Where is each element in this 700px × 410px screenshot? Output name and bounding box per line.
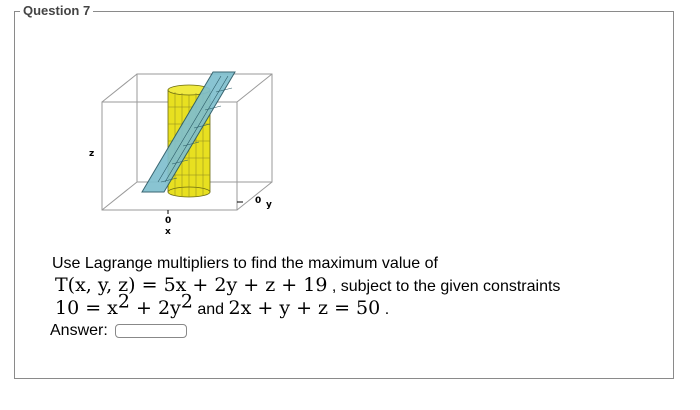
answer-label: Answer: <box>50 322 108 339</box>
question-line-3 <box>55 290 390 319</box>
objective-function: T(x, y, z) = 5x + 2y + z + 19 <box>55 274 328 296</box>
surface-plot <box>80 62 290 242</box>
constraint-1-part-a: 10 = x <box>55 297 118 319</box>
constraint-intro: , subject to the given constraints <box>327 278 561 295</box>
x-axis-label: x <box>165 227 171 237</box>
constraint-1-exp-2: 2 <box>180 290 193 313</box>
constraint-1-exp-1: 2 <box>117 290 130 313</box>
question-line-1: Use Lagrange multipliers to find the maximum value of <box>52 255 438 272</box>
and-text: and <box>192 301 229 318</box>
question-legend: Question 7 <box>20 3 93 19</box>
question-line-2 <box>55 274 560 296</box>
x-axis-zero: 0 <box>165 216 172 226</box>
answer-input[interactable] <box>115 324 187 338</box>
z-axis-label: z <box>89 149 95 159</box>
constraint-1-part-b: + 2y <box>130 297 181 319</box>
period-text: . <box>380 301 390 318</box>
constraint-2: 2x + y + z = 50 <box>228 297 381 319</box>
y-axis-zero: 0 <box>255 196 262 206</box>
y-axis-label: y <box>266 200 272 210</box>
3d-figure <box>80 62 290 242</box>
answer-row <box>50 322 187 340</box>
